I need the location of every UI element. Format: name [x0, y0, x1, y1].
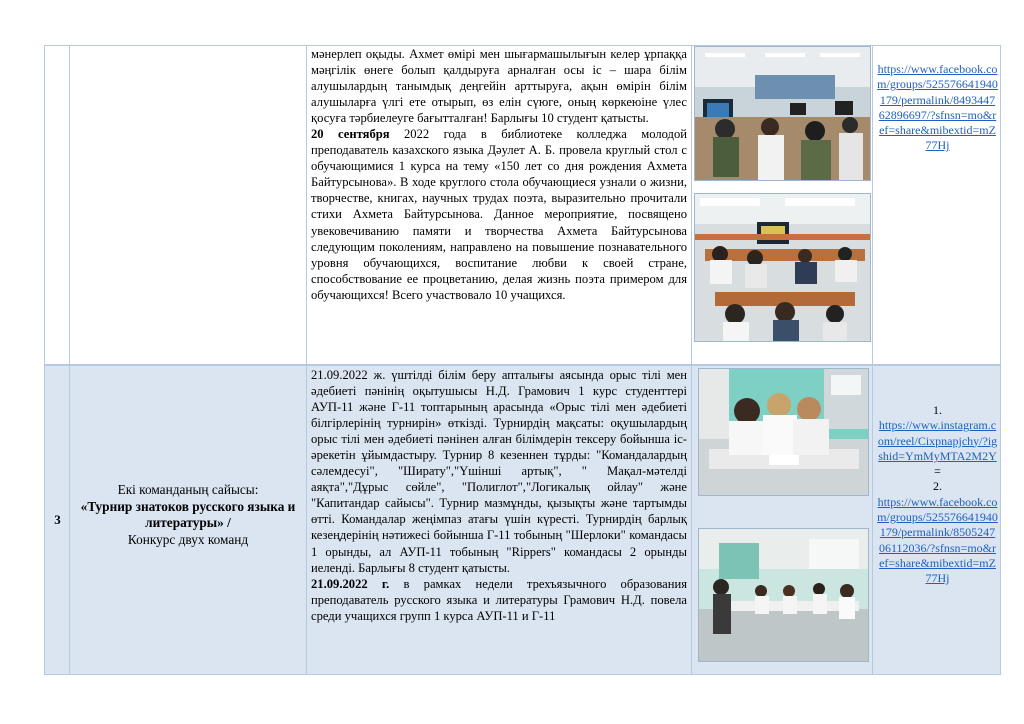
instagram-link[interactable]: https://www.instagram.com/reel/Cixpnapjchy/?igshid=YmMyMTA2M2Y	[877, 418, 998, 463]
table-row	[44, 365, 1001, 675]
event-title-kz: Екі команданың сайысы:	[117, 482, 259, 497]
row-number: 3	[54, 512, 61, 527]
description-cell	[307, 46, 692, 364]
photos-cell	[692, 366, 873, 674]
links-cell	[873, 46, 1002, 364]
number-cell	[45, 366, 70, 674]
description-cell	[307, 366, 692, 674]
link-index: 1.	[933, 403, 942, 417]
title-cell	[70, 46, 307, 364]
paragraph-text: 2022 года в библиотеке колледжа молодой преподаватель казахского языка Дәулет А. Б. провела круглый стол с обучающимися 1 курса на тему «150 лет со дня рождения Ахмета Байтурсынова». В ходе круглого стола обучающиеся узнали о жизни, творчестве, книгах, научных трудах поэта, выразительно прочитали стихи Ахмета Байтурсынова. Данное мероприятие, посвящено увековечиванию памяти и творчества Ахмета Байтурсынова следующим поколениям, направлено на повышение познавательного уровня обучающихся, воспитание любви к своей стране, способствование ее процветанию, делая жизнь поэта примером для обучающихся! Всего участвовало 10 учащихся.	[311, 127, 687, 302]
photo-classroom-computers	[694, 46, 871, 181]
title-cell	[70, 366, 307, 674]
description-paragraph	[311, 126, 687, 303]
photo-students-at-tables	[694, 193, 871, 342]
facebook-link[interactable]: https://www.facebook.com/groups/525576641940179/permalink/849344762896697/?sfnsn=mo&ref=share&mibextid=mZ77Hj	[877, 62, 998, 153]
table-row	[44, 45, 1001, 365]
report-table	[44, 45, 1001, 675]
number-cell	[45, 46, 70, 364]
paragraph-text: в рамках недели трехъязычного образования преподаватель русского языка и литературы Грамович Н.Д. повела среди учащихся групп 1 курса АУП-11 и Г-11	[311, 576, 687, 623]
description-paragraph: 21.09.2022 ж. үштілді білім беру апталығы аясында орыс тілі мен әдебиеті пәнінің оқытушысы Н.Д. Грамович 1 курс студенттері АУП-11 және Г-11 топтарының арасында «Орыс тілі мен әдебиеті білгірлерінің турнирін» өткізді. Турнирдің мақсаты: оқушылардың орыс тілі мен әдебиеті пәнінен алған білімдерін тексеру бойынша іс-әрекетін ұйымдастыру. Турнир 8 кезеннен тұрды: "Командалардың сәлемдесуі", "Ширату","Үшінші артық", " Мақал-мәтелді аяқта","Дұрыс сөйле", "Полиглот","Логикалық ойлау" және "Капитандар сайысы". Турнир мазмұнды, қызықты және тартымды өтті. Командалар жеңімпаз атағы үшін күресті. Турнирдің барлық кезеңдерінің нәтижесі бойынша Г-11 тобының "Шерлоки" командасы 1 орынды, ал АУП-11 тобының "Rippers" командасы 2 орынды иеленді. Барлығы 8 студент қатысты.	[311, 368, 687, 575]
photos-cell	[692, 46, 873, 364]
link-index: 2.	[933, 479, 942, 494]
description-paragraph: мәнерлеп оқыды. Ахмет өмірі мен шығармашылығын келер ұрпаққа мәңгілік өнеге болып қалдыруға арналған осы іс – шара білім алушылардың танымдық деңгейін арттыруға, ақын өмірін білім алушыларға үлгі ете отырып, өз елін сүюге, оның көркеюіне үлес қосуға тәрбиелеуге бағытталған! Барлығы 10 студент қатысты.	[311, 47, 687, 126]
photo-classroom-group	[698, 528, 869, 662]
photo-girls-at-table	[698, 368, 869, 496]
event-date: 21.09.2022 г.	[311, 576, 390, 591]
link-suffix: =	[934, 464, 941, 479]
event-date: 20 сентября	[311, 127, 390, 142]
description-paragraph	[311, 576, 687, 624]
facebook-link[interactable]: https://www.facebook.com/groups/525576641940179/permalink/850524706112036/?sfnsn=mo&ref=share&mibextid=mZ77Hj	[877, 494, 998, 586]
links-cell	[873, 366, 1002, 674]
event-subtitle: Конкурс двух команд	[127, 531, 249, 547]
event-title-ru: «Турнир знатоков русского языка и литературы» /	[80, 498, 296, 530]
